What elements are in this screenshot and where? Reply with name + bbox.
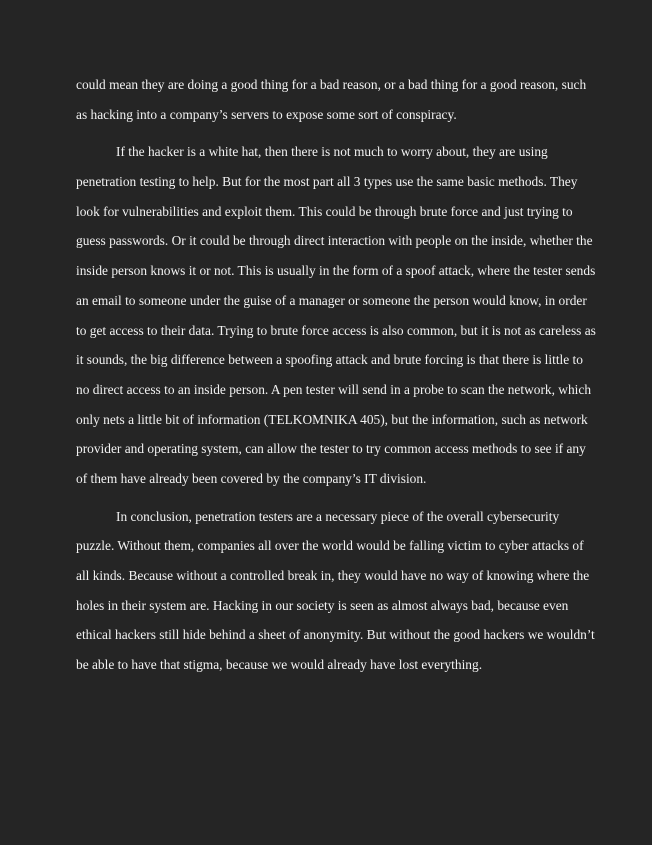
text-line: of them have already been covered by the company’s IT division. (76, 470, 427, 486)
text-line: no direct access to an inside person. A pen tester will send in a probe to scan the network, which (76, 381, 592, 397)
text-line: penetration testing to help. But for the most part all 3 types use the same basic methods. They (76, 174, 578, 190)
text-line: In conclusion, penetration testers are a necessary piece of the overall cybersecurity (116, 508, 560, 524)
text-line: be able to have that stigma, because we would already have lost everything. (76, 657, 483, 673)
text-line: an email to someone under the guise of a manager or someone the person would know, in order (76, 292, 587, 308)
document-body (76, 70, 596, 680)
paragraph-spacing (76, 129, 596, 137)
text-line: all kinds. Because without a controlled break in, they would have no way of knowing where the (76, 568, 590, 583)
text-line: guess passwords. Or it could be through direct interaction with people on the inside, whether the (76, 233, 593, 249)
text-line: could mean they are doing a good thing for a bad reason, or a bad thing for a good reason, such (76, 77, 587, 92)
paragraph-white-hat (76, 137, 596, 493)
paragraph-continuation (76, 70, 596, 129)
text-line: look for vulnerabilities and exploit them. This could be through brute force and just trying to (76, 203, 573, 219)
paragraph-spacing (76, 494, 596, 502)
text-line: it sounds, the big difference between a spoofing attack and brute forcing is that there is little to (76, 352, 583, 368)
text-line: inside person knows it or not. This is usually in the form of a spoof attack, where the tester sends (76, 263, 596, 279)
paragraph-conclusion (76, 502, 596, 680)
text-line: to get access to their data. Trying to brute force access is also common, but it is not as careless as (76, 322, 596, 338)
text-line: If the hacker is a white hat, then there is not much to worry about, they are using (116, 144, 548, 160)
text-line: provider and operating system, can allow the tester to try common access methods to see if any (76, 441, 586, 457)
text-line: as hacking into a company’s servers to expose some sort of conspiracy. (76, 106, 457, 122)
text-line: ethical hackers still hide behind a sheet of anonymity. But without the good hackers we wouldn’t (76, 627, 595, 643)
text-line: holes in their system are. Hacking in our society is seen as almost always bad, because even (76, 597, 569, 613)
text-line: puzzle. Without them, companies all over the world would be falling victim to cyber attacks of (76, 538, 584, 554)
text-line: only nets a little bit of information (TELKOMNIKA 405), but the information, such as network (76, 411, 588, 427)
